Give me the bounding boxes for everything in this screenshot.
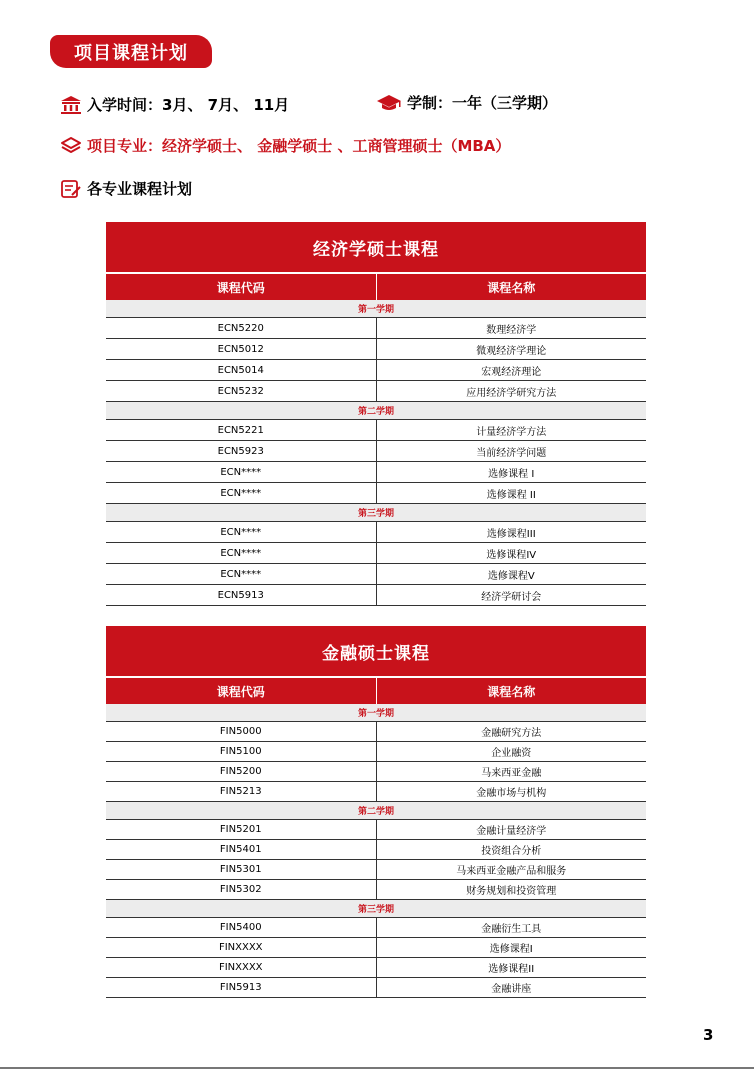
course-name: 选修课程 II — [486, 489, 536, 501]
economics-course-table — [106, 222, 646, 606]
course-name: 选修课程IV — [486, 549, 537, 561]
course-name: 数理经济学 — [486, 324, 537, 336]
table-row — [106, 880, 646, 900]
course-code: FIN5302 — [106, 880, 377, 899]
course-code: ECN**** — [106, 483, 377, 503]
footer-divider — [0, 1067, 754, 1069]
course-name: 金融衍生工具 — [481, 924, 542, 935]
course-name: 金融讲座 — [491, 984, 532, 995]
course-code: ECN5232 — [106, 381, 377, 401]
table-row — [106, 860, 646, 880]
course-name: 宏观经济理论 — [481, 366, 542, 378]
course-name: 金融计量经济学 — [476, 826, 547, 837]
course-name: 选修课程 I — [488, 468, 535, 480]
plans-heading-text: 各专业课程计划 — [87, 180, 193, 198]
layers-icon — [60, 136, 82, 156]
majors-text: 项目专业：经济学硕士、 金融学硕士 、工商管理硕士（MBA） — [87, 137, 511, 155]
table-header — [106, 272, 646, 300]
course-name: 计量经济学方法 — [476, 426, 547, 438]
table-row — [106, 958, 646, 978]
table-row — [106, 318, 646, 339]
table-row — [106, 762, 646, 782]
intake-text: 入学时间：3月、 7月、 11月 — [87, 96, 290, 114]
semester-header: 第二学期 — [106, 802, 646, 820]
course-code: ECN5012 — [106, 339, 377, 359]
course-code: FIN5401 — [106, 840, 377, 859]
university-building-icon — [60, 95, 82, 115]
graduation-cap-icon — [376, 93, 402, 113]
course-name: 马来西亚金融产品和服务 — [456, 866, 567, 877]
course-code: ECN**** — [106, 564, 377, 584]
finance-course-table — [106, 626, 646, 998]
course-code: ECN5014 — [106, 360, 377, 380]
course-name: 投资组合分析 — [481, 846, 542, 857]
table-row — [106, 462, 646, 483]
intake-row — [60, 94, 289, 115]
semester-header: 第一学期 — [106, 704, 646, 722]
table-row — [106, 978, 646, 998]
table-row — [106, 918, 646, 938]
column-header-name: 课程名称 — [487, 684, 536, 699]
table-row — [106, 742, 646, 762]
system-row — [376, 92, 557, 113]
table-title: 金融硕士课程 — [106, 626, 646, 676]
course-code: FIN5100 — [106, 742, 377, 761]
course-name: 选修课程III — [486, 528, 536, 540]
course-name: 选修课程V — [487, 570, 535, 582]
semester-header: 第一学期 — [106, 300, 646, 318]
column-header-code: 课程代码 — [106, 274, 377, 300]
table-row — [106, 339, 646, 360]
system-text: 学制：一年（三学期） — [407, 94, 558, 112]
page-number: 3 — [703, 1026, 714, 1044]
column-header-name: 课程名称 — [487, 280, 536, 295]
semester-header: 第三学期 — [106, 504, 646, 522]
course-code: ECN**** — [106, 543, 377, 563]
course-code: ECN5221 — [106, 420, 377, 440]
table-row — [106, 381, 646, 402]
course-code: FIN5400 — [106, 918, 377, 937]
course-name: 微观经济学理论 — [476, 345, 547, 357]
table-row — [106, 585, 646, 606]
semester-header: 第三学期 — [106, 900, 646, 918]
course-name: 金融研究方法 — [481, 728, 542, 739]
table-row — [106, 543, 646, 564]
course-code: FIN5000 — [106, 722, 377, 741]
course-name: 财务规划和投资管理 — [466, 886, 557, 897]
course-code: FIN5913 — [106, 978, 377, 997]
course-code: FIN5301 — [106, 860, 377, 879]
course-name: 当前经济学问题 — [476, 447, 547, 459]
course-code: FINXXXX — [106, 958, 377, 977]
semester-header: 第二学期 — [106, 402, 646, 420]
table-row — [106, 483, 646, 504]
course-name: 企业融资 — [491, 748, 532, 759]
course-name: 选修课程II — [488, 964, 535, 975]
table-row — [106, 722, 646, 742]
course-code: ECN5913 — [106, 585, 377, 605]
course-code: FIN5201 — [106, 820, 377, 839]
course-code: FIN5200 — [106, 762, 377, 781]
table-row — [106, 938, 646, 958]
table-row — [106, 564, 646, 585]
table-row — [106, 420, 646, 441]
course-name: 经济学研讨会 — [481, 591, 542, 603]
course-name: 马来西亚金融 — [481, 768, 542, 779]
page-title: 项目课程计划 — [50, 35, 212, 68]
course-code: ECN**** — [106, 462, 377, 482]
table-title: 经济学硕士课程 — [106, 222, 646, 272]
course-name: 选修课程I — [489, 944, 533, 955]
course-code: FIN5213 — [106, 782, 377, 801]
course-name: 金融市场与机构 — [476, 788, 547, 799]
table-row — [106, 820, 646, 840]
table-row — [106, 840, 646, 860]
majors-row — [60, 135, 510, 156]
edit-document-icon — [60, 179, 82, 199]
table-row — [106, 522, 646, 543]
table-row — [106, 782, 646, 802]
course-code: ECN5220 — [106, 318, 377, 338]
column-header-code: 课程代码 — [106, 678, 377, 704]
plans-heading-row — [60, 178, 192, 199]
course-code: FINXXXX — [106, 938, 377, 957]
course-code: ECN5923 — [106, 441, 377, 461]
table-row — [106, 360, 646, 381]
course-name: 应用经济学研究方法 — [466, 387, 557, 399]
table-header — [106, 676, 646, 704]
table-row — [106, 441, 646, 462]
course-code: ECN**** — [106, 522, 377, 542]
